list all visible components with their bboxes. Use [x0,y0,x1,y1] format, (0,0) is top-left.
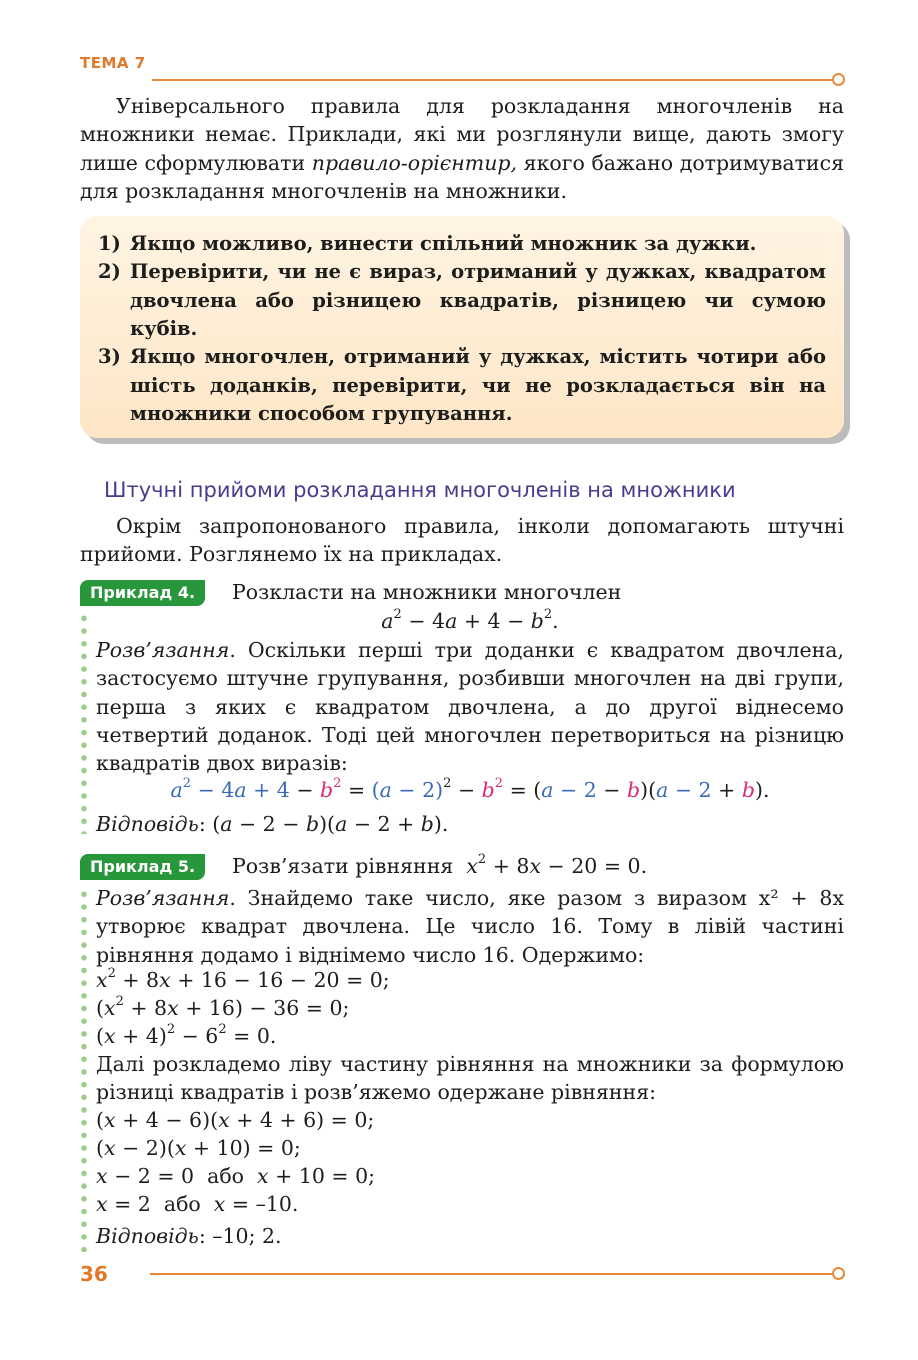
topic-label: ТЕМА 7 [80,54,146,72]
header-rule-end-icon [832,73,845,86]
footer-rule-end-icon [832,1267,845,1280]
intro-text-a: Універсального правила для розкладання многочленів на множники немає. Приклади, які ми розглянули вище, дають змогу лише сформулювати [80,94,844,175]
example-4-polynomial: $a^2 - 4a + 4 - b^2$. [381,607,559,633]
example-4-answer [96,810,844,838]
intro-text-c: якого бажано дотримуватися для розкладання многочленів на множники. [80,150,844,203]
rule-text: Якщо многочлен, отриманий у дужках, містить чотири або шість доданків, перевірити, чи не розкладається він на множники способом групування. [130,345,826,425]
footer-rule [150,1273,832,1275]
solution-label: Розв’язання [96,638,230,662]
example-5-task-text: Розв’язати рівняння [232,854,454,878]
rule-number: 2) [98,260,121,283]
example-5-task: Розв’язати рівняння $x^2 + 8x - 20 = 0$. [232,852,648,878]
section-intro: Окрім запропонованого правила, інколи допомагають штучні прийоми. Розглянемо їх на прикладах. [80,514,844,567]
intro-text-b: правило-орієнтир, [311,150,518,175]
example-5-dots [80,888,88,1252]
answer-label: Відповідь [96,1224,199,1248]
example-4-solution [96,636,844,777]
rule-item-2 [98,258,826,344]
example-4-dots [80,612,88,834]
rule-number: 1) [98,232,121,255]
answer-text: : –10; 2. [198,1224,282,1248]
example-5-step-1: $x^2 + 8x + 16 - 16 - 20 = 0$; [96,966,390,992]
example-5-answer [96,1222,844,1250]
answer-text: : (a − 2 − b)(a − 2 + b). [198,812,449,836]
solution-text: . Оскільки перші три доданки є квадратом двочлена, застосуємо штучне групування, розбивши многочлен на дві групи, перша з яких є квадратом двочлена, а до другої віднесемо четвертий доданок. Тоді цей многочлен перетвориться на різницю квадратів двох виразів: [96,638,844,776]
example-5-step-3: $(x + 4)^2 - 6^2 = 0$. [96,1022,277,1048]
rule-text: Якщо можливо, винести спільний множник за дужки. [130,232,757,255]
page-number: 36 [80,1262,108,1286]
example-5-step-5: (x − 2)(x + 10) = 0; [96,1136,301,1160]
example-4-task: Розкласти на множники многочлен [232,580,622,604]
example-5-step-2: $(x^2 + 8x + 16) - 36 = 0$; [96,994,350,1020]
answer-label: Відповідь [96,812,199,836]
example-5-step-7: x = 2 або x = –10. [96,1192,299,1216]
example-4-transformation: $a^2 - 4a + 4 - b^2 = (a - 2)^2 - b^2 = (a - 2 - b)(a - 2 + b)$. [170,776,770,802]
example-4-badge: Приклад 4. [80,580,205,606]
rule-box [80,216,844,438]
example-5-step-6: x − 2 = 0 або x + 10 = 0; [96,1164,376,1188]
rule-number: 3) [98,345,121,368]
rule-item-3 [98,343,826,429]
example-5-middle-text: Далі розкладемо ліву частину рівняння на множники за формулою різниці квадратів і розв’яжемо одержане рівняння: [96,1052,844,1105]
example-5-step-4: (x + 4 − 6)(x + 4 + 6) = 0; [96,1108,375,1132]
rule-item-1 [98,230,826,259]
example-5-solution [96,884,844,969]
intro-paragraph [80,92,844,205]
example-5-badge: Приклад 5. [80,854,205,880]
section-title: Штучні прийоми розкладання многочленів на множники [104,478,736,502]
header-rule [152,79,832,81]
solution-label: Розв’язання [96,886,230,910]
rule-text: Перевірити, чи не є вираз, отриманий у дужках, квадратом двочлена або різницею квадратів, різницею чи сумою кубів. [130,260,826,340]
solution-text: . Знайдемо таке число, яке разом з виразом x² + 8x утворює квадрат двочлена. Це число 16. Тому в лівій частині рівняння додамо і віднімемо число 16. Одержимо: [96,886,844,967]
